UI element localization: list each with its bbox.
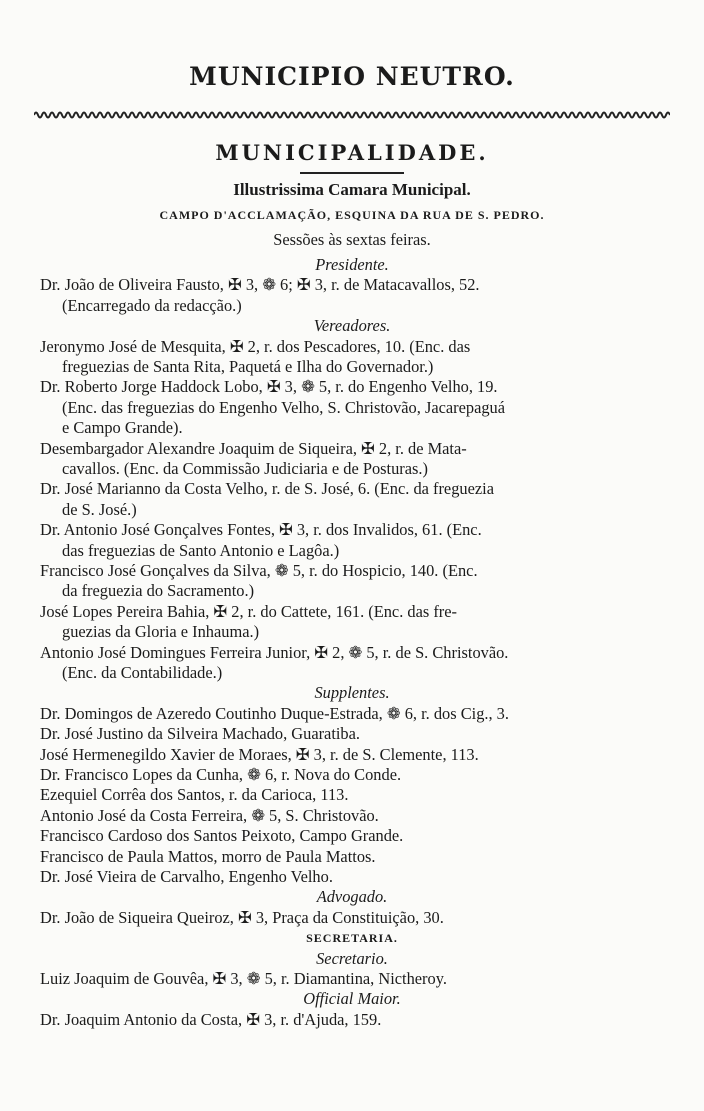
session-days: Sessões às sextas feiras. [273, 230, 431, 249]
entry-line: Francisco José Gonçalves da Silva, ❁ 5, r. do Hospicio, 140. (Enc. [40, 561, 478, 580]
entry-line: Dr. José Justino da Silveira Machado, Guaratiba. [40, 724, 361, 744]
section-heading: MUNICIPALIDADE. [215, 140, 489, 165]
entry-line: e Campo Grande). [62, 418, 183, 438]
section-label: Vereadores. [313, 316, 391, 336]
entry-line: (Enc. da Contabilidade.) [62, 663, 223, 682]
entry-line: Dr. Domingos de Azeredo Coutinho Duque-Estrada, ❁ 6, r. dos Cig., 3. [40, 703, 509, 723]
entry-line: das freguezias de Santo Antonio e Lagôa.) [62, 540, 340, 560]
entry-line: Luiz Joaquim de Gouvêa, ✠ 3, ❁ 5, r. Diamantina, Nictheroy. [40, 969, 447, 988]
entry-line: cavallos. (Enc. da Commissão Judiciaria e de Posturas.) [62, 459, 428, 478]
entry-line: (Encarregado da redacção.) [62, 295, 242, 315]
heading-underline [300, 172, 404, 174]
entry-line: Dr. João de Oliveira Fausto, ✠ 3, ❁ 6; ✠ 3, r. de Matacavallos, 52. [40, 275, 480, 295]
entry-line: freguezias de Santa Rita, Paquetá e Ilha do Governador.) [62, 357, 434, 376]
entry-line: Jeronymo José de Mesquita, ✠ 2, r. dos Pescadores, 10. (Enc. das [40, 336, 471, 356]
section-label: Secretario. [316, 948, 388, 968]
section-label: Official Maior. [303, 989, 401, 1009]
entry-line: Antonio José da Costa Ferreira, ❁ 5, S. Christovão. [40, 805, 379, 825]
entry-line: Dr. José Vieira de Carvalho, Engenho Velho. [40, 867, 333, 886]
entry-line: Dr. Francisco Lopes da Cunha, ❁ 6, r. Nova do Conde. [40, 765, 402, 784]
entry-line: de S. José.) [62, 499, 137, 519]
entry-line: Dr. Antonio José Gonçalves Fontes, ✠ 3, r. dos Invalidos, 61. (Enc. [40, 520, 482, 540]
entry-line: Ezequiel Corrêa dos Santos, r. da Carioca, 113. [40, 785, 349, 805]
section-label: SECRETARIA. [306, 931, 398, 946]
entry-line: Dr. Roberto Jorge Haddock Lobo, ✠ 3, ❁ 5, r. do Engenho Velho, 19. [40, 377, 498, 397]
entry-line: Francisco de Paula Mattos, morro de Paula Mattos. [40, 846, 376, 866]
section-address: CAMPO D'ACCLAMAÇÃO, ESQUINA DA RUA DE S. PEDRO. [159, 208, 545, 222]
section-label: Advogado. [316, 887, 388, 907]
entry-line: José Lopes Pereira Bahia, ✠ 2, r. do Cattete, 161. (Enc. das fre- [40, 601, 458, 621]
entry-line: Dr. José Marianno da Costa Velho, r. de S. José, 6. (Enc. da freguezia [40, 479, 494, 499]
section-subheading: Illustrissima Camara Municipal. [233, 180, 471, 199]
entry-line: Dr. João de Siqueira Queiroz, ✠ 3, Praça da Constituição, 30. [40, 907, 444, 927]
entry-line: da freguezia do Sacramento.) [62, 581, 255, 601]
entry-line: (Enc. das freguezias do Engenho Velho, S. Christovão, Jacarepaguá [62, 397, 506, 417]
entry-line: Antonio José Domingues Ferreira Junior, ✠ 2, ❁ 5, r. de S. Christovão. [40, 642, 509, 662]
entry-line: Dr. Joaquim Antonio da Costa, ✠ 3, r. d'Ajuda, 159. [40, 1009, 382, 1029]
decorative-wavy-rule [34, 110, 670, 120]
section-label: Presidente. [315, 255, 389, 274]
page-title: MUNICIPIO NEUTRO. [189, 62, 515, 91]
entry-line: Desembargador Alexandre Joaquim de Siqueira, ✠ 2, r. de Mata- [40, 438, 467, 458]
entry-line: José Hermenegildo Xavier de Moraes, ✠ 3, r. de S. Clemente, 113. [40, 744, 479, 764]
entry-line: guezias da Gloria e Inhauma.) [62, 622, 260, 642]
section-label: Supplentes. [314, 683, 390, 703]
entry-line: Francisco Cardoso dos Santos Peixoto, Campo Grande. [40, 826, 404, 846]
